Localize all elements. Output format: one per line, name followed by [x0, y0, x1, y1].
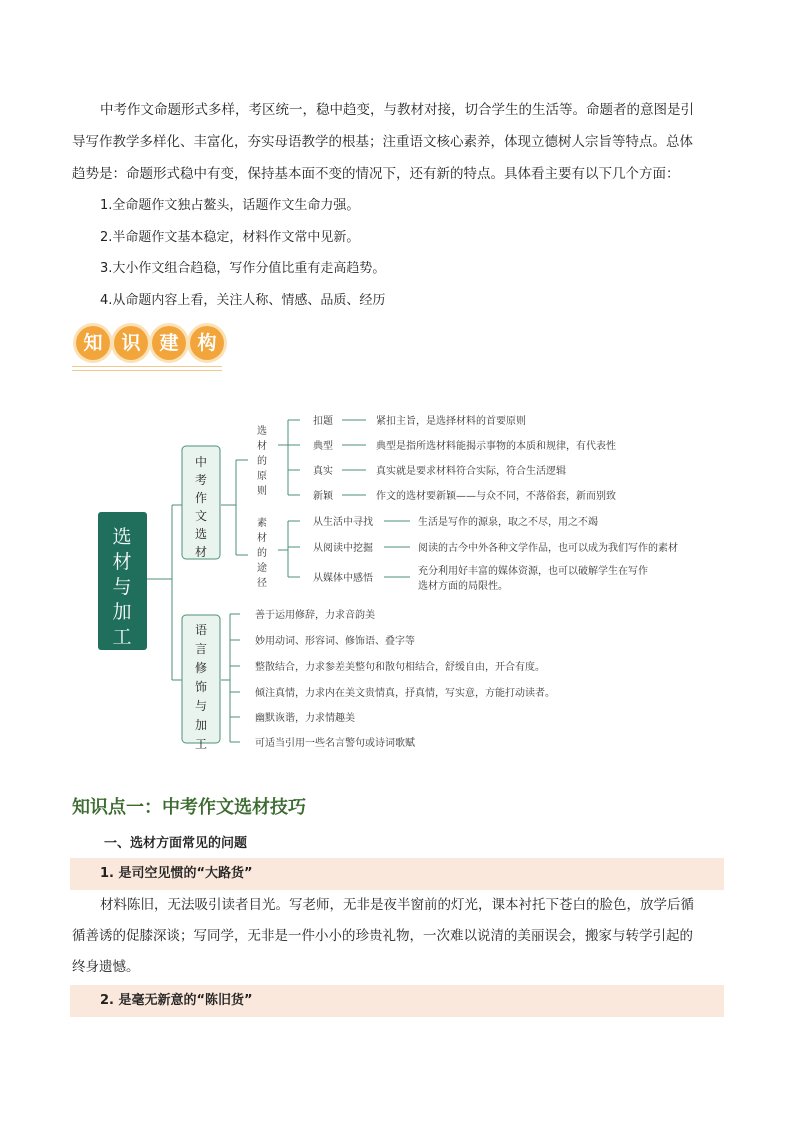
source-key: 从媒体中感悟 [313, 573, 373, 584]
group-label-char: 途 [257, 563, 267, 574]
language-item: 幽默诙谐，力求情趣美 [255, 713, 355, 724]
knowledge-structure-banner [72, 322, 224, 372]
item1-line: 材料陈旧，无法吸引读者目光。写老师，无非是夜半窗前的灯光，课本衬托下苍白的脸色，放学后循 [100, 897, 694, 913]
mindmap-root-char: 工 [112, 626, 132, 648]
source-desc-line2: 选材方面的局限性。 [418, 581, 508, 592]
mindmap-root-char: 材 [112, 551, 132, 573]
language-item: 可适当引用一些名言警句或诗词歌赋 [255, 738, 415, 749]
branch-title-char: 与 [194, 699, 208, 713]
item1-paragraph [72, 890, 722, 983]
intro-point: 4.从命题内容上看，关注人称、情感、品质、经历 [100, 292, 386, 308]
intro-paragraph [72, 94, 722, 190]
intro-line: 中考作文命题形式多样，考区统一，稳中趋变，与教材对接，切合学生的生活等。命题者的意图是引 [100, 102, 694, 118]
principle-key: 真实 [313, 466, 333, 477]
mindmap-root-char: 加 [112, 601, 132, 623]
mindmap-root-char: 与 [112, 576, 132, 598]
source-desc: 阅读的古今中外各种文学作品，也可以成为我们写作的素材 [418, 543, 678, 554]
section-subtitle: 一、选材方面常见的问题 [104, 836, 248, 851]
principle-desc: 真实就是要求材料符合实际，符合生活逻辑 [376, 466, 566, 477]
branch-title-char: 修 [194, 661, 208, 675]
highlight-heading-text: 2. 是毫无新意的“陈旧货” [100, 993, 253, 1008]
banner-char: 知 [76, 326, 110, 360]
principle-key: 新颖 [313, 491, 333, 502]
section-title: 知识点一：中考作文选材技巧 [72, 797, 306, 818]
branch-title-char: 中 [194, 455, 208, 469]
group-label-char: 的 [257, 456, 267, 467]
intro-point: 1.全命题作文独占鳌头，话题作文生命力强。 [100, 198, 360, 213]
branch-title-char: 材 [194, 545, 208, 559]
group-label-principles [257, 424, 267, 497]
intro-points [100, 190, 385, 316]
principle-desc: 典型是指所选材料能揭示事物的本质和规律，有代表性 [376, 441, 616, 452]
group-label-char: 素 [257, 518, 267, 529]
source-desc: 生活是写作的源泉，取之不尽，用之不竭 [418, 517, 598, 528]
branch-title-char: 选 [194, 527, 208, 541]
intro-line: 导写作教学多样化、丰富化，夯实母语教学的根基；注重语文核心素养，体现立德树人宗旨等特点。总体 [72, 134, 693, 150]
branch-title-char: 言 [194, 642, 208, 656]
principle-key: 扣题 [313, 416, 333, 427]
principle-desc: 作文的选材要新颖——与众不同，不落俗套，新而别致 [376, 491, 616, 502]
language-item: 善于运用修辞，力求音韵美 [255, 610, 375, 621]
banner-char: 构 [190, 326, 224, 360]
group-label-char: 原 [257, 471, 267, 482]
principle-desc: 紧扣主旨，是选择材料的首要原则 [376, 416, 526, 427]
group-label-char: 则 [257, 486, 267, 497]
highlight-heading [70, 985, 724, 1017]
group-label-char: 的 [257, 548, 267, 559]
language-item: 倾注真情，力求内在美文贵情真，抒真情，写实意，方能打动读者。 [255, 688, 555, 699]
branch-title-char: 饰 [194, 680, 208, 694]
branch-title-char: 考 [194, 473, 208, 487]
mindmap-root-char: 选 [112, 526, 132, 548]
banner-char: 识 [114, 326, 148, 360]
source-desc: 充分利用好丰富的媒体资源，也可以破解学生在写作 [418, 566, 648, 577]
highlight-heading-text: 1. 是司空见惯的“大路货” [100, 866, 253, 881]
banner-char: 建 [152, 326, 186, 360]
source-key: 从生活中寻找 [313, 517, 373, 528]
group-label-char: 径 [257, 578, 267, 589]
principle-key: 典型 [313, 441, 333, 452]
group-label-sources [257, 516, 267, 589]
branch-title-char: 工 [194, 737, 208, 751]
language-item: 妙用动词、形容词、修饰语、叠字等 [255, 636, 415, 647]
branch-title-char: 语 [194, 623, 208, 637]
language-item: 整散结合，力求参差美整句和散句相结合，舒缓自由，开合有度。 [255, 662, 545, 673]
group-label-char: 材 [257, 533, 267, 544]
mind-map [0, 390, 794, 760]
highlight-heading [70, 858, 724, 890]
source-key: 从阅读中挖掘 [313, 543, 373, 554]
item1-line: 终身遗憾。 [72, 959, 140, 975]
item1-line: 循善诱的促膝深谈；写同学，无非是一件小小的珍贵礼物，一次难以说清的美丽误会，搬家与转学引起的 [72, 928, 693, 944]
branch-title-char: 文 [194, 509, 208, 523]
branch-title-char: 作 [194, 491, 208, 505]
group-label-char: 材 [257, 441, 267, 452]
intro-point: 3.大小作文组合趋稳，写作分值比重有走高趋势。 [100, 261, 386, 276]
branch-title-char: 加 [194, 718, 208, 732]
intro-line: 趋势是：命题形式稳中有变，保持基本面不变的情况下，还有新的特点。具体看主要有以下几个方面： [72, 166, 680, 182]
group-label-char: 选 [257, 426, 267, 437]
banner-underline [72, 366, 222, 371]
intro-point: 2.半命题作文基本稳定，材料作文常中见新。 [100, 229, 360, 245]
branch-title-language [195, 623, 207, 751]
